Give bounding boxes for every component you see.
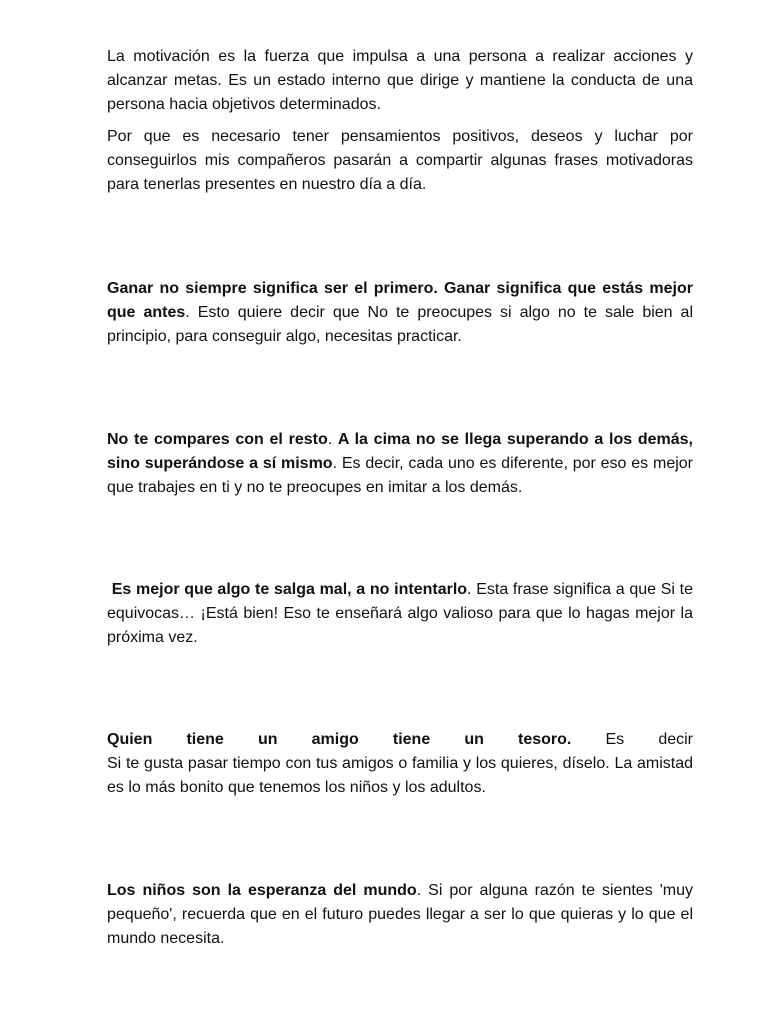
quote-bold-text: Es mejor que algo te salga mal, a no intentarlo — [111, 581, 468, 598]
quote-paragraph-1 — [107, 277, 693, 349]
quote-block-1 — [107, 277, 693, 349]
quote-paragraph-4: Si te gusta pasar tiempo con tus amigos o familia y los quieres, díselo. La amistad es lo más bonito que tenemos los niños y los adultos. — [107, 755, 693, 796]
quote-block-4 — [107, 728, 693, 800]
quote-explanation: . Si por alguna razón te sientes 'muy pequeño', recuerda que en el futuro puedes llegar a ser lo que quieras y lo que el mundo necesita. — [107, 882, 693, 947]
quote-separator: . — [327, 431, 338, 448]
intro-paragraph-1: La motivación es la fuerza que impulsa a una persona a realizar acciones y alcanzar metas. Es un estado interno que dirige y mantiene la conducta de una persona hacia objetivos determinados. — [107, 48, 693, 113]
quote-connector: Es decir — [571, 731, 693, 748]
quote-bold-text: Quien tiene un amigo tiene un tesoro. — [107, 731, 572, 748]
quote-explanation: . Esta frase significa a que Si te equivocas… ¡Está bien! Eso te enseñará algo valioso para que lo hagas mejor la próxima vez. — [107, 581, 693, 646]
quote-explanation: . Esto quiere decir que No te preocupes si algo no te sale bien al principio, para conseguir algo, necesitas practicar. — [107, 304, 694, 345]
quote-paragraph-5 — [107, 879, 693, 951]
quote-bold-text: A la cima no se llega superando a los demás, sino superándose a sí mismo — [107, 431, 694, 472]
intro-paragraph-2: Por que es necesario tener pensamientos positivos, deseos y luchar por conseguirlos mis compañeros pasarán a compartir algunas frases motivadoras para tenerlas presentes en nuestro día a día. — [107, 128, 693, 193]
quote-paragraph-3 — [107, 578, 693, 650]
quote-bold-text: Ganar no siempre significa ser el primero. Ganar significa que estás mejor que antes — [107, 280, 693, 321]
quote-bold-text: Los niños son la esperanza del mundo — [107, 882, 417, 899]
quote-paragraph-2 — [107, 428, 693, 500]
quote-block-2 — [107, 428, 693, 500]
quote-block-3 — [107, 578, 693, 650]
quote-explanation: . Es decir, cada uno es diferente, por eso es mejor que trabajes en ti y no te preocupes en imitar a los demás. — [107, 455, 694, 496]
quote-block-5 — [107, 879, 693, 951]
quote-line-4a — [107, 728, 693, 752]
document-page — [107, 45, 694, 947]
quote-bold-text: No te compares con el resto — [107, 431, 328, 448]
